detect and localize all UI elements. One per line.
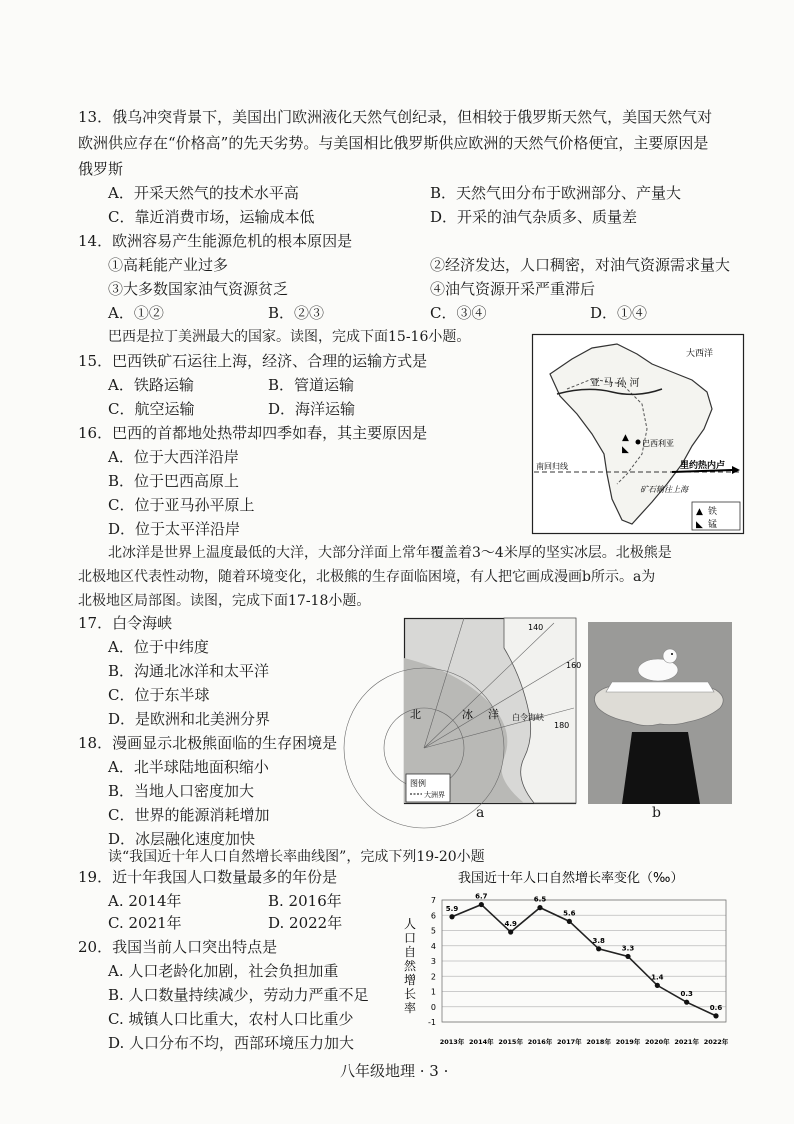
x-tick-label: 2021年: [674, 1038, 699, 1046]
data-point: [567, 919, 572, 924]
q20-option-c: C. 城镇人口比重大，农村人口比重少: [108, 1010, 354, 1028]
x-tick-label: 2018年: [586, 1038, 611, 1046]
q14-option-d: D．①④: [590, 304, 648, 322]
q17-stem: 17．白令海峡: [78, 614, 173, 632]
q20-option-a: A. 人口老龄化加剧，社会负担加重: [108, 962, 339, 980]
data-point: [713, 1013, 718, 1018]
q14-stem: 14．欧洲容易产生能源危机的根本原因是: [78, 232, 353, 250]
ylabel-char: 口: [404, 931, 417, 945]
iron-symbol-icon: ▲: [622, 433, 629, 443]
data-value-label: 5.6: [563, 909, 576, 918]
data-value-label: 3.3: [621, 944, 635, 953]
data-value-label: 0.3: [680, 990, 693, 999]
data-point: [684, 1000, 689, 1005]
ylabel-char: 自: [404, 945, 417, 959]
series-line: [452, 905, 716, 1016]
arctic-label-3: 洋: [488, 708, 499, 721]
q18-option-b: B．当地人口密度加大: [108, 782, 255, 800]
q13-stem-line3: 俄罗斯: [78, 160, 124, 178]
q14-option-a: A．①②: [108, 304, 164, 322]
polar-bear-eye-icon: [671, 653, 673, 655]
legend-iron-label: 铁: [708, 507, 718, 517]
y-tick-label: 4: [430, 941, 436, 951]
q16-option-a: A．位于大西洋沿岸: [108, 448, 239, 466]
data-point: [596, 946, 601, 951]
data-value-label: 4.9: [504, 920, 517, 929]
y-tick-label: 6: [430, 911, 436, 921]
q13-option-b: B．天然气田分布于欧洲部分、产量大: [430, 184, 682, 202]
intro-17-18-line2: 北极地区代表性动物，随着环境变化，北极熊的生存面临困境，有人把它画成漫画b所示。a为: [78, 569, 656, 585]
data-point: [537, 905, 542, 910]
data-point: [655, 983, 660, 988]
q20-option-d: D. 人口分布不均，西部环境压力加大: [108, 1034, 355, 1052]
data-point: [449, 914, 454, 919]
q13-stem-line2: 欧洲供应存在“价格高”的先天劣势。与美国相比俄罗斯供应欧洲的天然气价格便宜，主要原因是: [78, 134, 709, 152]
intro-17-18-line3: 北极地区局部图。读图，完成下面17-18小题。: [78, 593, 371, 609]
lon-180-label: 180: [554, 721, 570, 730]
q15-option-d: D．海洋运输: [268, 400, 356, 418]
data-value-label: 5.9: [445, 904, 459, 913]
brazil-map: [532, 334, 744, 534]
x-tick-label: 2014年: [469, 1038, 494, 1046]
q19-stem: 19．近十年我国人口数量最多的年份是: [78, 868, 338, 886]
route-label: 矿石输往上海: [640, 485, 688, 494]
y-tick-label: 7: [430, 896, 436, 905]
arctic-map: [404, 618, 582, 804]
chart-ylabel: [404, 917, 417, 1015]
q15-option-c: C．航空运输: [108, 400, 195, 418]
data-value-label: 1.4: [651, 973, 664, 982]
intro-17-18-line1: 北冰洋是世界上温度最低的大洋，大部分洋面上常年覆盖着3～4米厚的坚实冰层。北极熊是: [108, 545, 672, 561]
q17-option-b: B．沟通北冰洋和太平洋: [108, 662, 270, 680]
data-point: [508, 929, 513, 934]
figure-a-label: a: [476, 805, 485, 821]
legend-mn-icon: ◣: [696, 520, 703, 530]
q20-option-b: B. 人口数量持续减少，劳动力严重不足: [108, 986, 369, 1004]
ylabel-char: 率: [404, 1001, 417, 1015]
figure-b-label: b: [652, 805, 661, 821]
ylabel-char: 长: [404, 987, 417, 1001]
q14-statement-4: ④油气资源开采严重滞后: [430, 280, 596, 298]
data-point: [479, 902, 484, 907]
mn-symbol-icon: ◣: [622, 445, 629, 455]
q14-option-b: B．②③: [268, 304, 325, 322]
y-tick-label: -1: [428, 1018, 436, 1027]
x-tick-label: 2015年: [498, 1038, 523, 1046]
ylabel-char: 然: [404, 959, 417, 973]
q13-option-c: C．靠近消费市场，运输成本低: [108, 208, 315, 226]
q16-stem: 16．巴西的首都地处热带却四季如春，其主要原因是: [78, 424, 428, 442]
y-tick-label: 1: [430, 987, 436, 997]
data-value-label: 6.7: [475, 892, 488, 901]
q17-option-c: C．位于东半球: [108, 686, 210, 704]
arctic-label-2: 冰: [462, 708, 473, 721]
q16-option-c: C．位于亚马孙平原上: [108, 496, 255, 514]
y-tick-label: 0: [430, 1002, 436, 1012]
chart-title: 我国近十年人口自然增长率变化（‰）: [458, 871, 684, 886]
q15-stem: 15．巴西铁矿石运往上海，经济、合理的运输方式是: [78, 352, 428, 370]
x-tick-label: 2020年: [645, 1038, 670, 1046]
lon-160-label: 160: [566, 661, 582, 670]
q17-option-a: A．位于中纬度: [108, 638, 209, 656]
capital-label: 巴西利亚: [642, 439, 674, 448]
q18-option-c: C．世界的能源消耗增加: [108, 806, 270, 824]
intro-15-16: 巴西是拉丁美洲最大的国家。读图，完成下面15-16小题。: [108, 329, 471, 345]
tropic-label: 南回归线: [536, 462, 568, 471]
page-footer: 八年级地理 · 3 ·: [340, 1062, 449, 1080]
legend-iron-icon: ▲: [696, 507, 703, 517]
intro-19-20: 读“我国近十年人口自然增长率曲线图”，完成下列19-20小题: [108, 849, 485, 865]
q16-option-d: D．位于太平洋沿岸: [108, 520, 241, 538]
q18-stem: 18．漫画显示北极熊面临的生存困境是: [78, 734, 338, 752]
atlantic-label: 大西洋: [686, 349, 714, 359]
q18-option-d: D．冰层融化速度加快: [108, 830, 256, 848]
q14-statement-1: ①高耗能产业过多: [108, 256, 229, 274]
y-tick-label: 3: [430, 957, 436, 966]
q13-option-a: A．开采天然气的技术水平高: [108, 184, 299, 202]
x-tick-label: 2016年: [527, 1038, 553, 1046]
q20-stem: 20．我国当前人口突出特点是: [78, 938, 278, 956]
ice-floe: [606, 682, 714, 692]
q13-option-d: D．开采的油气杂质多、质量差: [430, 208, 638, 226]
q19-option-c: C. 2021年: [108, 914, 182, 932]
q14-statement-2: ②经济发达，人口稠密，对油气资源需求量大: [430, 256, 731, 274]
q19-option-b: B. 2016年: [268, 892, 342, 910]
chimney: [622, 732, 700, 804]
capital-dot: [636, 440, 641, 445]
data-value-label: 3.8: [592, 936, 605, 945]
strait-label: 白令海峡: [512, 713, 544, 722]
data-point: [625, 954, 630, 959]
y-tick-label: 2: [430, 972, 436, 982]
legend-mn-label: 锰: [708, 520, 718, 530]
ylabel-char: 增: [404, 973, 417, 987]
q18-option-a: A．北半球陆地面积缩小: [108, 758, 269, 776]
q14-option-c: C．③④: [430, 304, 487, 322]
data-value-label: 6.5: [533, 895, 547, 904]
x-tick-label: 2017年: [557, 1038, 582, 1046]
x-tick-label: 2019年: [615, 1038, 641, 1046]
data-value-label: 0.6: [709, 1003, 723, 1012]
q15-option-a: A．铁路运输: [108, 376, 194, 394]
q19-option-d: D. 2022年: [268, 914, 343, 932]
polar-bear-head: [663, 649, 677, 663]
y-tick-label: 5: [430, 926, 436, 936]
q16-option-b: B．位于巴西高原上: [108, 472, 240, 490]
rio-label: 里约热内卢: [680, 461, 726, 471]
q14-statement-3: ③大多数国家油气资源贫乏: [108, 280, 289, 298]
q15-option-b: B．管道运输: [268, 376, 355, 394]
q17-option-d: D．是欧洲和北美洲分界: [108, 710, 271, 728]
q13-stem-line1: 13．俄乌冲突背景下，美国出门欧洲液化天然气创纪录，但相较于俄罗斯天然气，美国天然气对: [78, 108, 713, 126]
arctic-legend-title: 图例: [410, 779, 426, 788]
arctic-label-1: 北: [410, 708, 421, 721]
population-growth-chart: [396, 866, 740, 1054]
x-tick-label: 2013年: [439, 1038, 465, 1046]
amazon-label: 亚 马 孙 河: [590, 378, 640, 389]
x-tick-label: 2022年: [703, 1038, 729, 1046]
q19-option-a: A. 2014年: [108, 892, 182, 910]
arctic-legend-label: 大洲界: [424, 791, 445, 799]
lon-140-label: 140: [528, 623, 544, 632]
polar-bear-cartoon: [588, 622, 732, 804]
ylabel-char: 人: [404, 917, 417, 931]
